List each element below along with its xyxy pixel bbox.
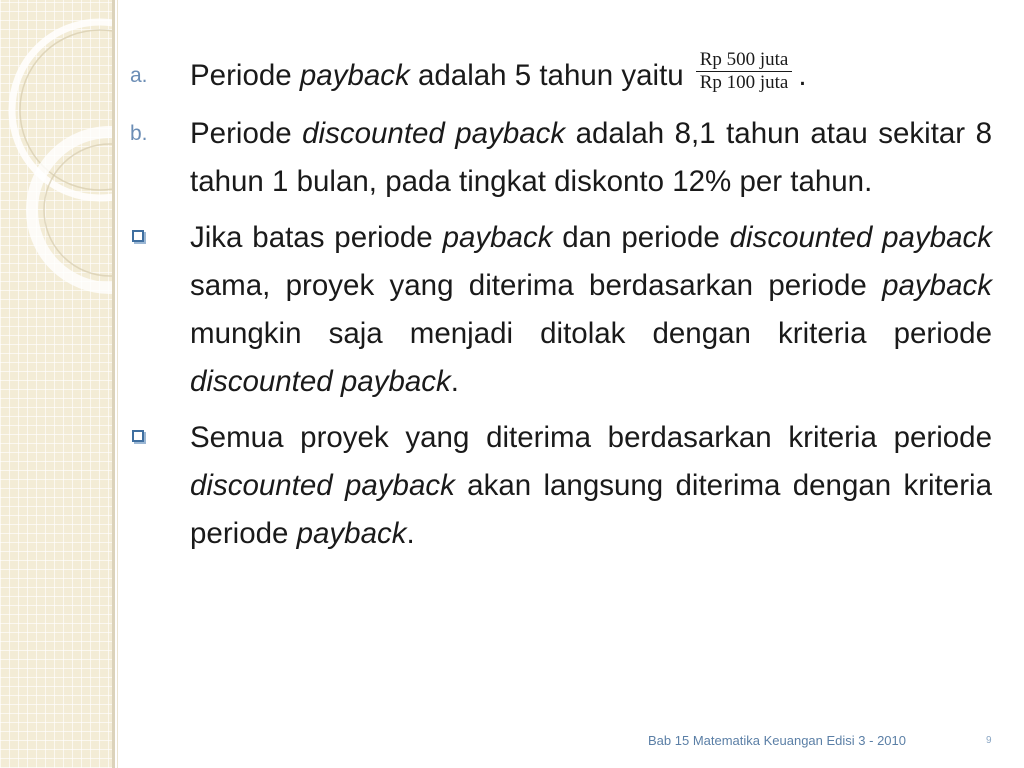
text: Jika batas periode — [190, 221, 443, 254]
list-marker-b: b. — [130, 122, 148, 145]
text: . — [798, 59, 807, 92]
square-bullet-icon — [132, 230, 144, 242]
bullet-item-2 — [130, 414, 992, 558]
panel-divider — [112, 0, 115, 768]
italic-term: payback — [442, 221, 553, 254]
text: dan periode — [552, 221, 730, 254]
text: adalah 5 tahun yaitu — [409, 59, 684, 92]
slide-content — [130, 48, 993, 566]
text: . — [450, 365, 459, 398]
decorative-side-panel — [0, 0, 112, 768]
page-number: 9 — [986, 735, 992, 746]
fraction — [696, 49, 793, 94]
italic-term: payback — [296, 517, 407, 550]
italic-term: discounted payback — [190, 365, 451, 398]
italic-term: payback — [882, 269, 992, 302]
italic-term: discounted payback — [190, 469, 455, 502]
text: akan langsung diterima dengan kriteria periode — [190, 469, 992, 550]
text: adalah 8,1 tahun atau sekitar 8 tahun 1 bulan, pada tingkat diskonto 12% per tahun. — [190, 117, 992, 198]
decorative-circles — [0, 0, 112, 768]
text: mungkin saja menjadi ditolak dengan kriteria periode — [190, 317, 992, 350]
fraction-numerator: Rp 500 juta — [696, 49, 793, 72]
footer-text: Bab 15 Matematika Keuangan Edisi 3 - 2010 — [648, 733, 907, 748]
fraction-denominator: Rp 100 juta — [699, 71, 789, 93]
text: Periode — [190, 117, 303, 150]
list-item-a — [130, 48, 992, 100]
italic-term: discounted payback — [729, 221, 993, 254]
italic-term: payback — [299, 59, 410, 92]
list-marker-a: a. — [130, 64, 148, 87]
bullet-item-1 — [130, 214, 992, 406]
text: Semua proyek yang diterima berdasarkan kriteria periode — [190, 421, 992, 454]
square-bullet-icon — [132, 430, 144, 442]
panel-divider-thin — [117, 0, 118, 768]
text: Periode — [190, 59, 300, 92]
text: sama, proyek yang diterima berdasarkan periode — [190, 269, 883, 302]
text: . — [406, 517, 415, 550]
italic-term: discounted payback — [302, 117, 566, 150]
list-item-b — [130, 110, 992, 206]
